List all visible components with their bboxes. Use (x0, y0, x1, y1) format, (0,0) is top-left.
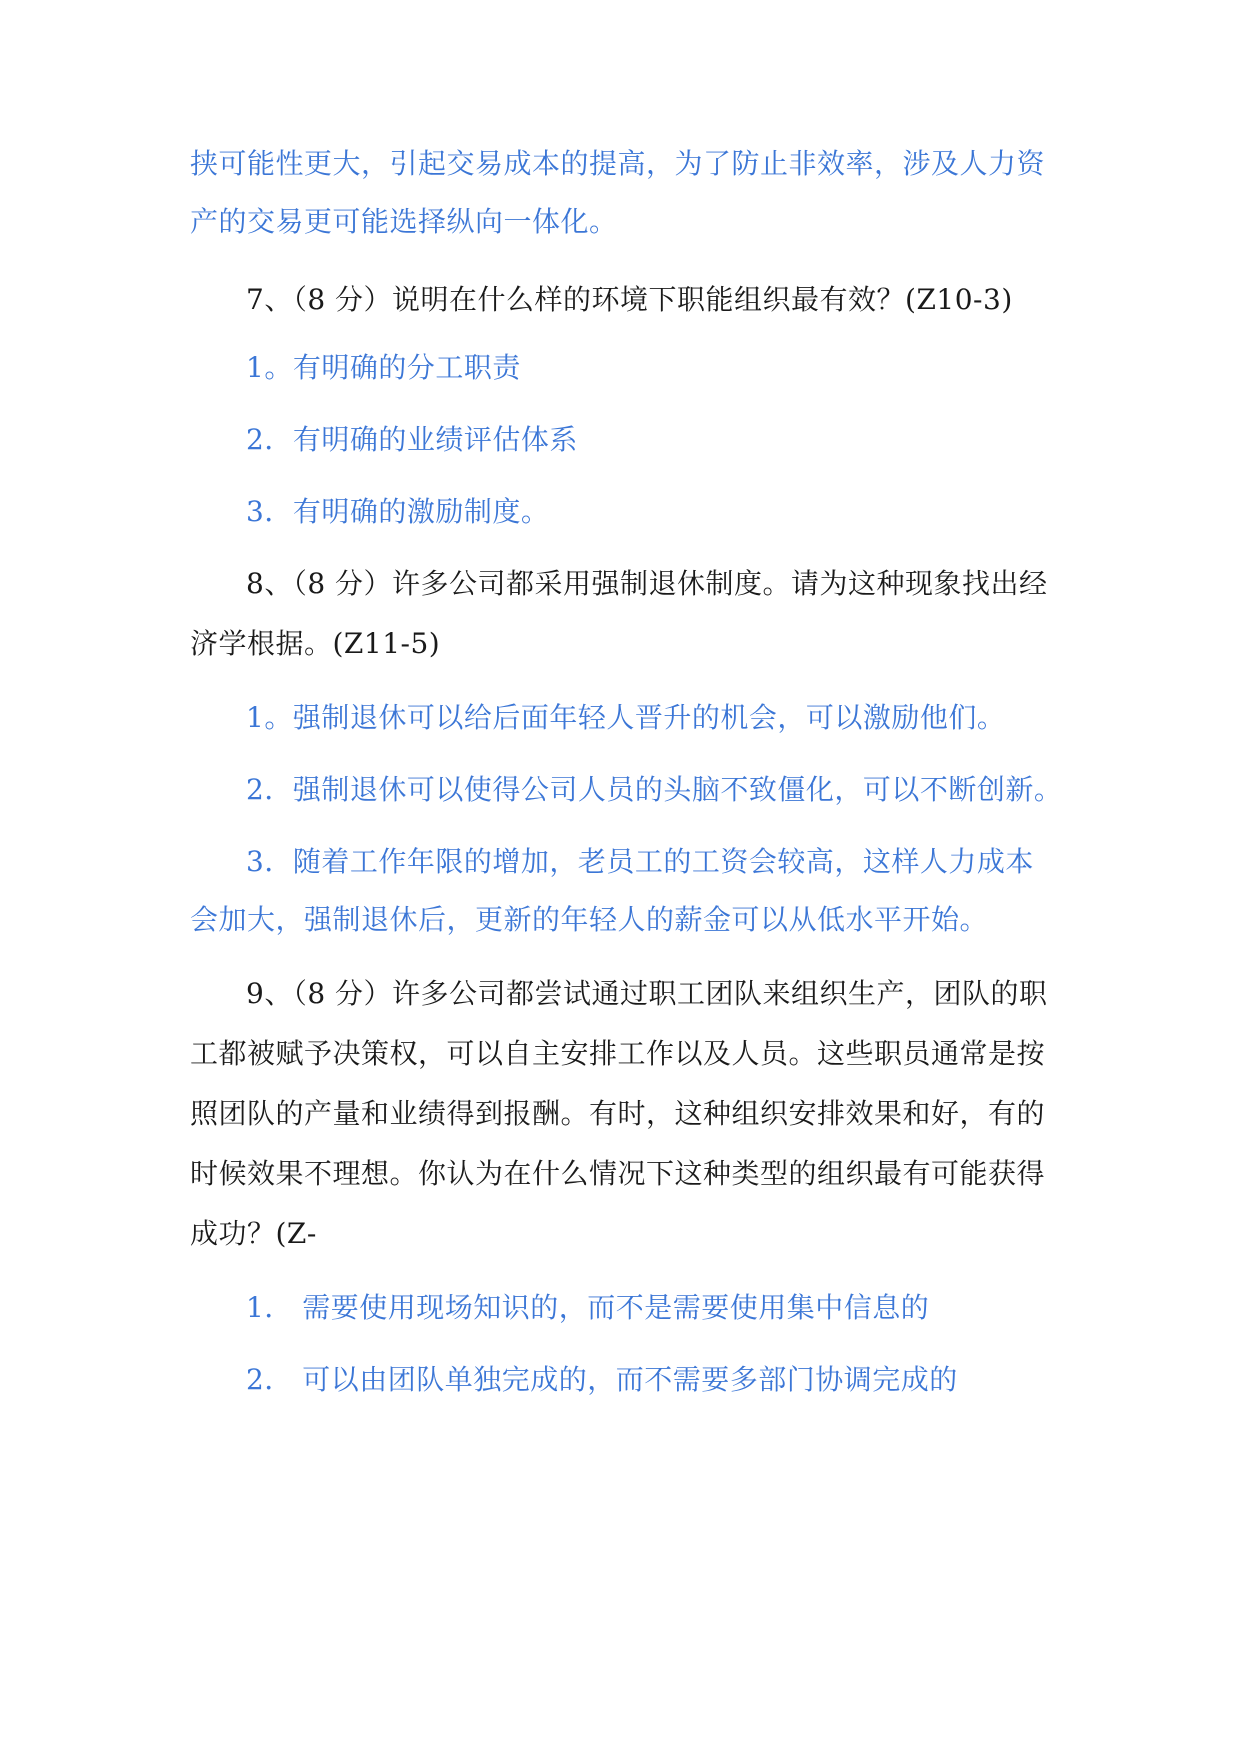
answer-7-item-3: 3．有明确的激励制度。 (246, 495, 550, 528)
answer-9-item-1: 1． 需要使用现场知识的，而不是需要使用集中信息的 (246, 1291, 930, 1324)
question-9-line-4: 时候效果不理想。你认为在什么情况下这种类型的组织最有可能获得 (190, 1157, 1046, 1190)
question-9-line-3: 照团队的产量和业绩得到报酬。有时，这种组织安排效果和好，有的 (190, 1097, 1046, 1130)
answer-8-item-3-line-1: 3．随着工作年限的增加，老员工的工资会较高，这样人力成本 (246, 845, 1034, 878)
question-8-line-2: 济学根据。(Z11-5) (190, 627, 441, 660)
answer-7-item-1: 1。有明确的分工职责 (246, 351, 521, 384)
answer-9-item-2: 2． 可以由团队单独完成的，而不需要多部门协调完成的 (246, 1363, 958, 1396)
question-8-line-1: 8、（8 分）许多公司都采用强制退休制度。请为这种现象找出经 (246, 567, 1048, 600)
question-9-line-5: 成功？(Z- (190, 1217, 317, 1250)
answer-6-continuation-line-2: 产的交易更可能选择纵向一体化。 (190, 205, 618, 238)
question-9-line-1: 9、（8 分）许多公司都尝试通过职工团队来组织生产，团队的职 (246, 977, 1048, 1010)
question-9-line-2: 工都被赋予决策权，可以自主安排工作以及人员。这些职员通常是按 (190, 1037, 1046, 1070)
answer-8-item-1: 1。强制退休可以给后面年轻人晋升的机会，可以激励他们。 (246, 701, 1006, 734)
answer-8-item-3-line-2: 会加大，强制退休后，更新的年轻人的薪金可以从低水平开始。 (190, 903, 989, 936)
answer-6-continuation-line-1: 挟可能性更大，引起交易成本的提高，为了防止非效率，涉及人力资 (190, 147, 1046, 180)
answer-7-item-2: 2．有明确的业绩评估体系 (246, 423, 578, 456)
question-7: 7、（8 分）说明在什么样的环境下职能组织最有效？(Z10-3) (246, 283, 1013, 316)
answer-8-item-2: 2．强制退休可以使得公司人员的头脑不致僵化，可以不断创新。 (246, 773, 1063, 806)
